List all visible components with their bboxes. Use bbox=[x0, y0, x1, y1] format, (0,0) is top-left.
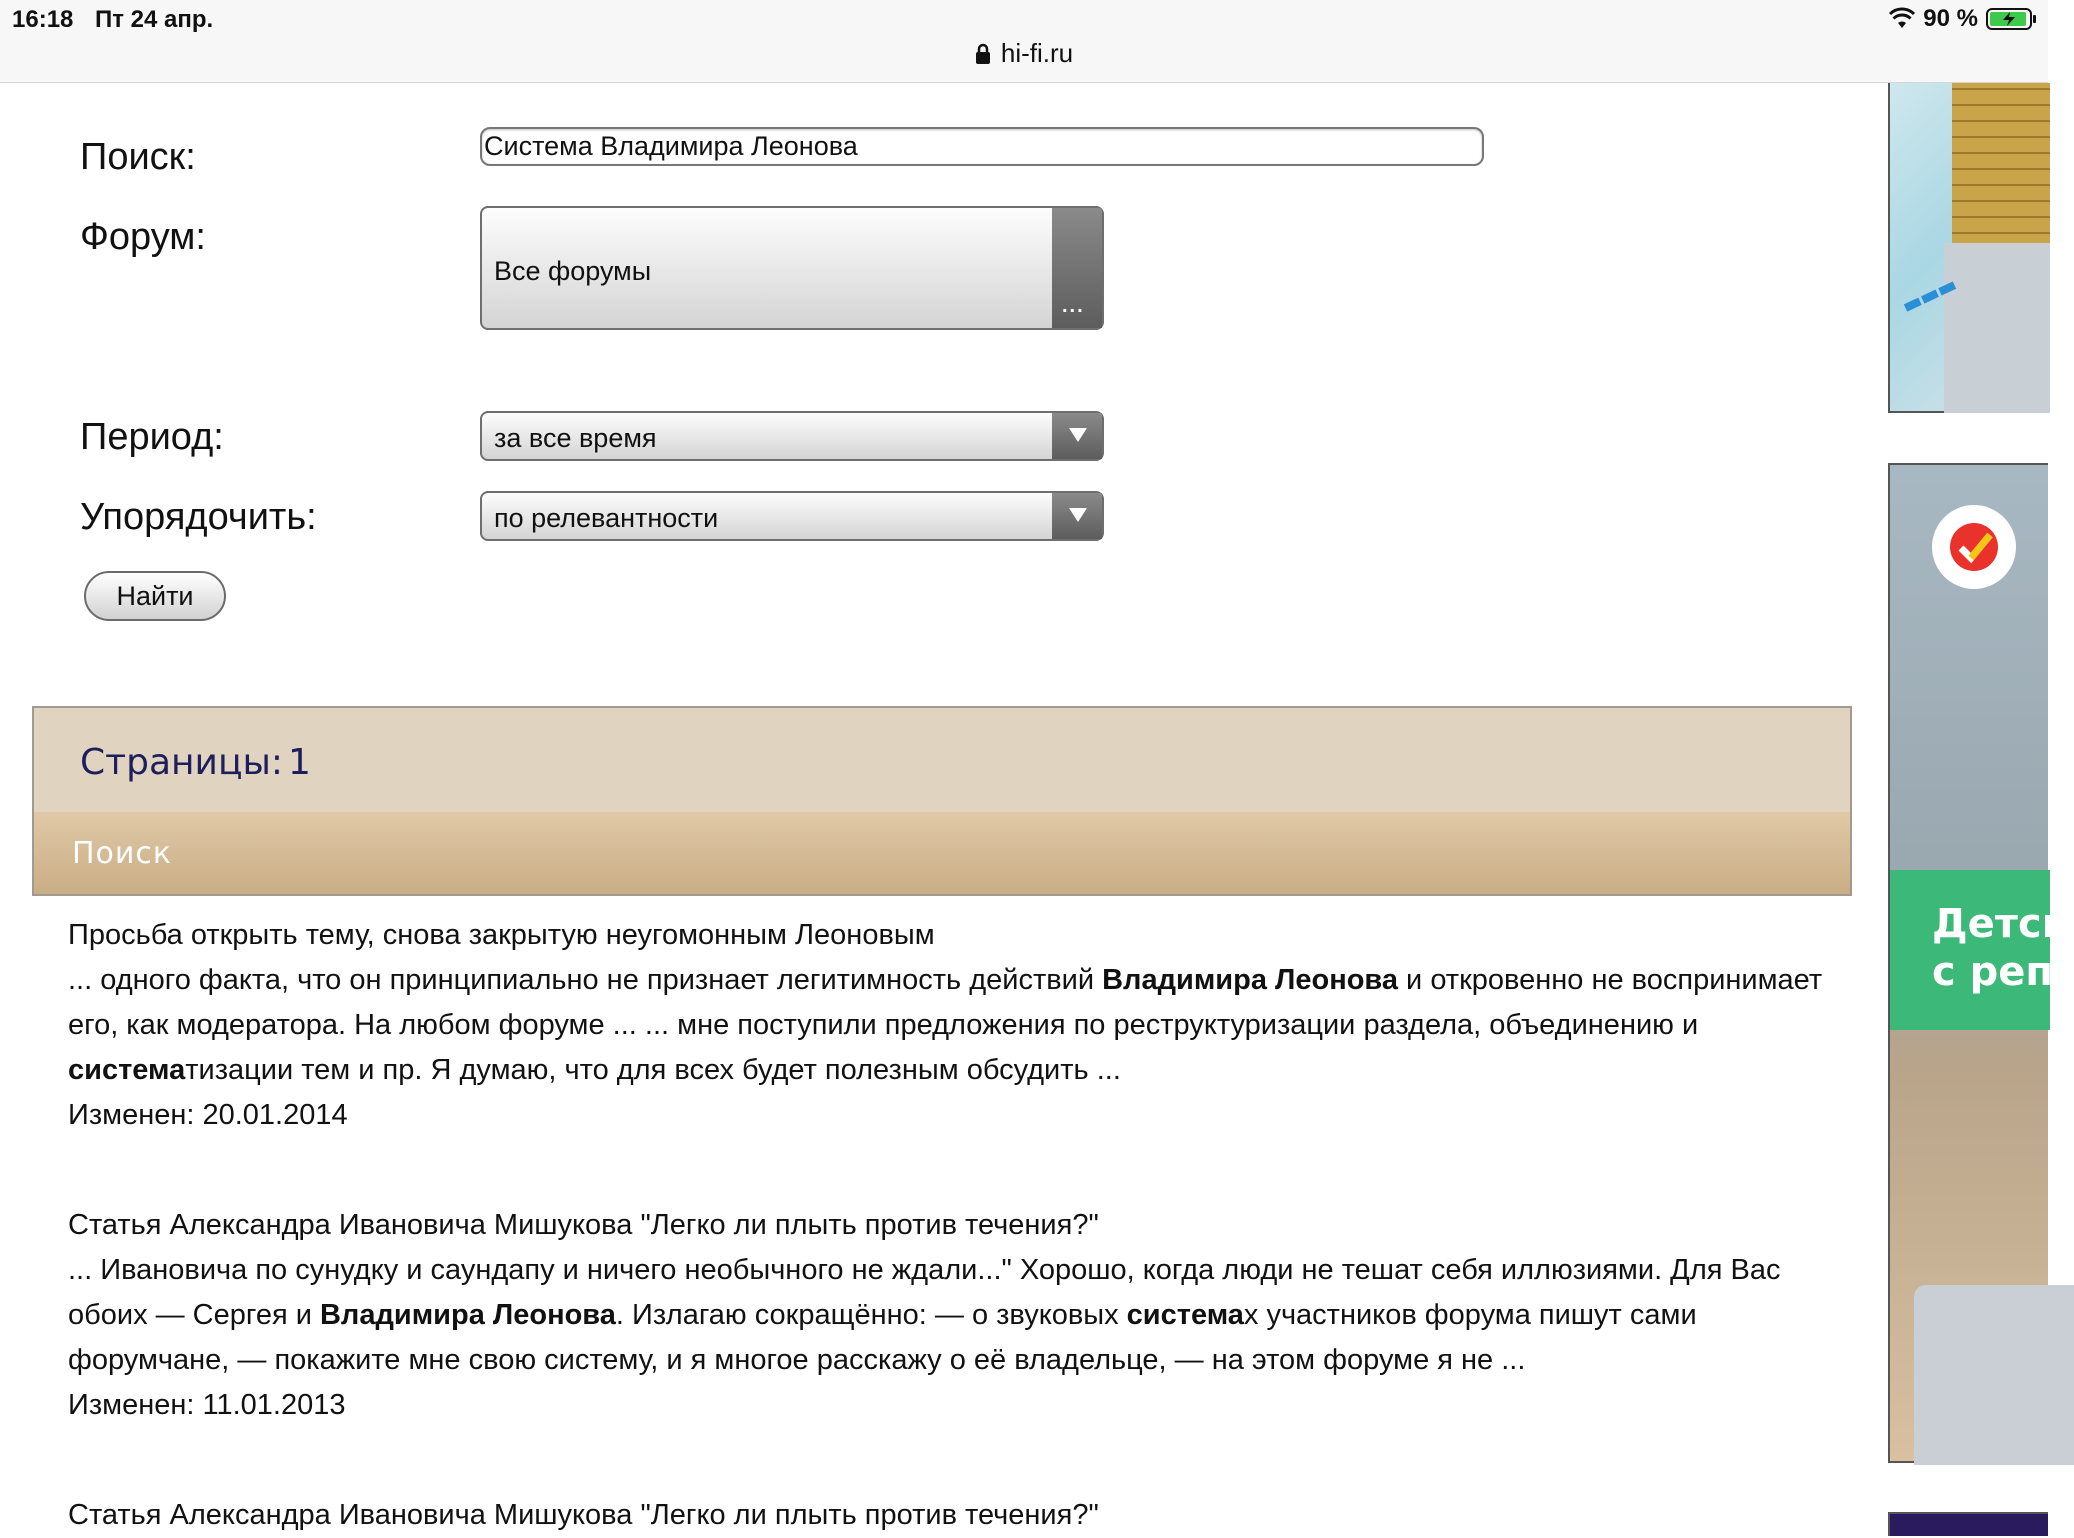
section-title: Поиск bbox=[72, 836, 173, 871]
section-header bbox=[32, 812, 1852, 896]
result-snippet: ... Ивановича по сунудку и саундапу и ничего необычного не ждали..." Хорошо, когда люди не тешат себя иллюзиями. Для Вас обоих — Сергея и Владимира Леонова. Излагаю сокращённо: — о звуковых системах участников форума пишут сами форумчане, — покажите мне свою систему, и я многое расскажу о её владельце, — на этом форуме я не ... bbox=[68, 1254, 1781, 1376]
result-modified-date: Изменен: 20.01.2014 bbox=[68, 1099, 348, 1131]
pages-label: Страницы: bbox=[80, 742, 284, 783]
ad-text-line: с реп bbox=[1932, 949, 2054, 995]
browser-top-bar bbox=[0, 0, 2048, 83]
search-label: Поиск: bbox=[80, 136, 196, 178]
status-indicators bbox=[1889, 5, 2038, 33]
period-select-handle[interactable] bbox=[1052, 413, 1102, 459]
order-select[interactable] bbox=[480, 491, 1104, 541]
order-select-handle[interactable] bbox=[1052, 493, 1102, 539]
battery-icon bbox=[1986, 7, 2038, 31]
address-bar[interactable] bbox=[0, 38, 2048, 69]
search-result bbox=[68, 1203, 1848, 1428]
status-time: 16:18 bbox=[12, 6, 74, 33]
ad-banner-top[interactable] bbox=[1888, 83, 2048, 413]
check-icon bbox=[1948, 521, 2000, 573]
ad-banner-bottom[interactable] bbox=[1888, 1512, 2048, 1536]
pagination-bar bbox=[32, 706, 1852, 814]
ad-image bbox=[1914, 1285, 2074, 1465]
forum-select-value: Все форумы bbox=[494, 256, 652, 286]
result-title-link[interactable]: Статья Александра Ивановича Мишукова "Легко ли плыть против течения?" bbox=[68, 1499, 1099, 1531]
ad-text-block bbox=[1890, 870, 2069, 1030]
find-button[interactable]: Найти bbox=[84, 571, 226, 621]
forum-select-handle[interactable] bbox=[1052, 208, 1102, 328]
search-input[interactable] bbox=[480, 127, 1484, 166]
status-date: Пт 24 апр. bbox=[95, 6, 214, 33]
battery-percent: 90 % bbox=[1923, 5, 1978, 32]
chevron-down-icon bbox=[1069, 508, 1087, 522]
order-label: Упорядочить: bbox=[80, 496, 317, 538]
period-label: Период: bbox=[80, 416, 224, 458]
forum-select[interactable] bbox=[480, 206, 1104, 330]
lock-icon bbox=[975, 44, 991, 64]
ad-image bbox=[1952, 83, 2050, 248]
ad-text-line: Детск bbox=[1932, 901, 2069, 947]
forum-label: Форум: bbox=[80, 216, 206, 258]
url-text: hi-fi.ru bbox=[1000, 38, 1074, 68]
result-snippet: ... одного факта, что он принципиально не признает легитимность действий Владимира Леонова и откровенно не воспринимает его, как модератора. На любом форуме ... ... мне поступили предложения по реструктуризации раздела, объединению и систематизации тем и пр. Я думаю, что для всех будет полезным обсудить ... bbox=[68, 964, 1823, 1086]
result-title-link[interactable]: Просьба открыть тему, снова закрытую неугомонным Леоновым bbox=[68, 919, 935, 951]
period-select-value: за все время bbox=[494, 423, 657, 453]
ad-image bbox=[1944, 243, 2050, 413]
result-modified-date: Изменен: 11.01.2013 bbox=[68, 1389, 346, 1421]
result-title-link[interactable]: Статья Александра Ивановича Мишукова "Легко ли плыть против течения?" bbox=[68, 1209, 1099, 1241]
ad-banner-middle[interactable] bbox=[1888, 463, 2069, 1463]
order-select-value: по релевантности bbox=[494, 503, 719, 533]
page-link-1[interactable]: 1 bbox=[288, 742, 311, 783]
more-dots-icon: ... bbox=[1062, 295, 1085, 317]
period-select[interactable] bbox=[480, 411, 1104, 461]
search-result bbox=[68, 913, 1848, 1138]
wifi-icon bbox=[1889, 8, 1915, 30]
search-result bbox=[68, 1493, 1848, 1538]
chevron-down-icon bbox=[1069, 428, 1087, 442]
